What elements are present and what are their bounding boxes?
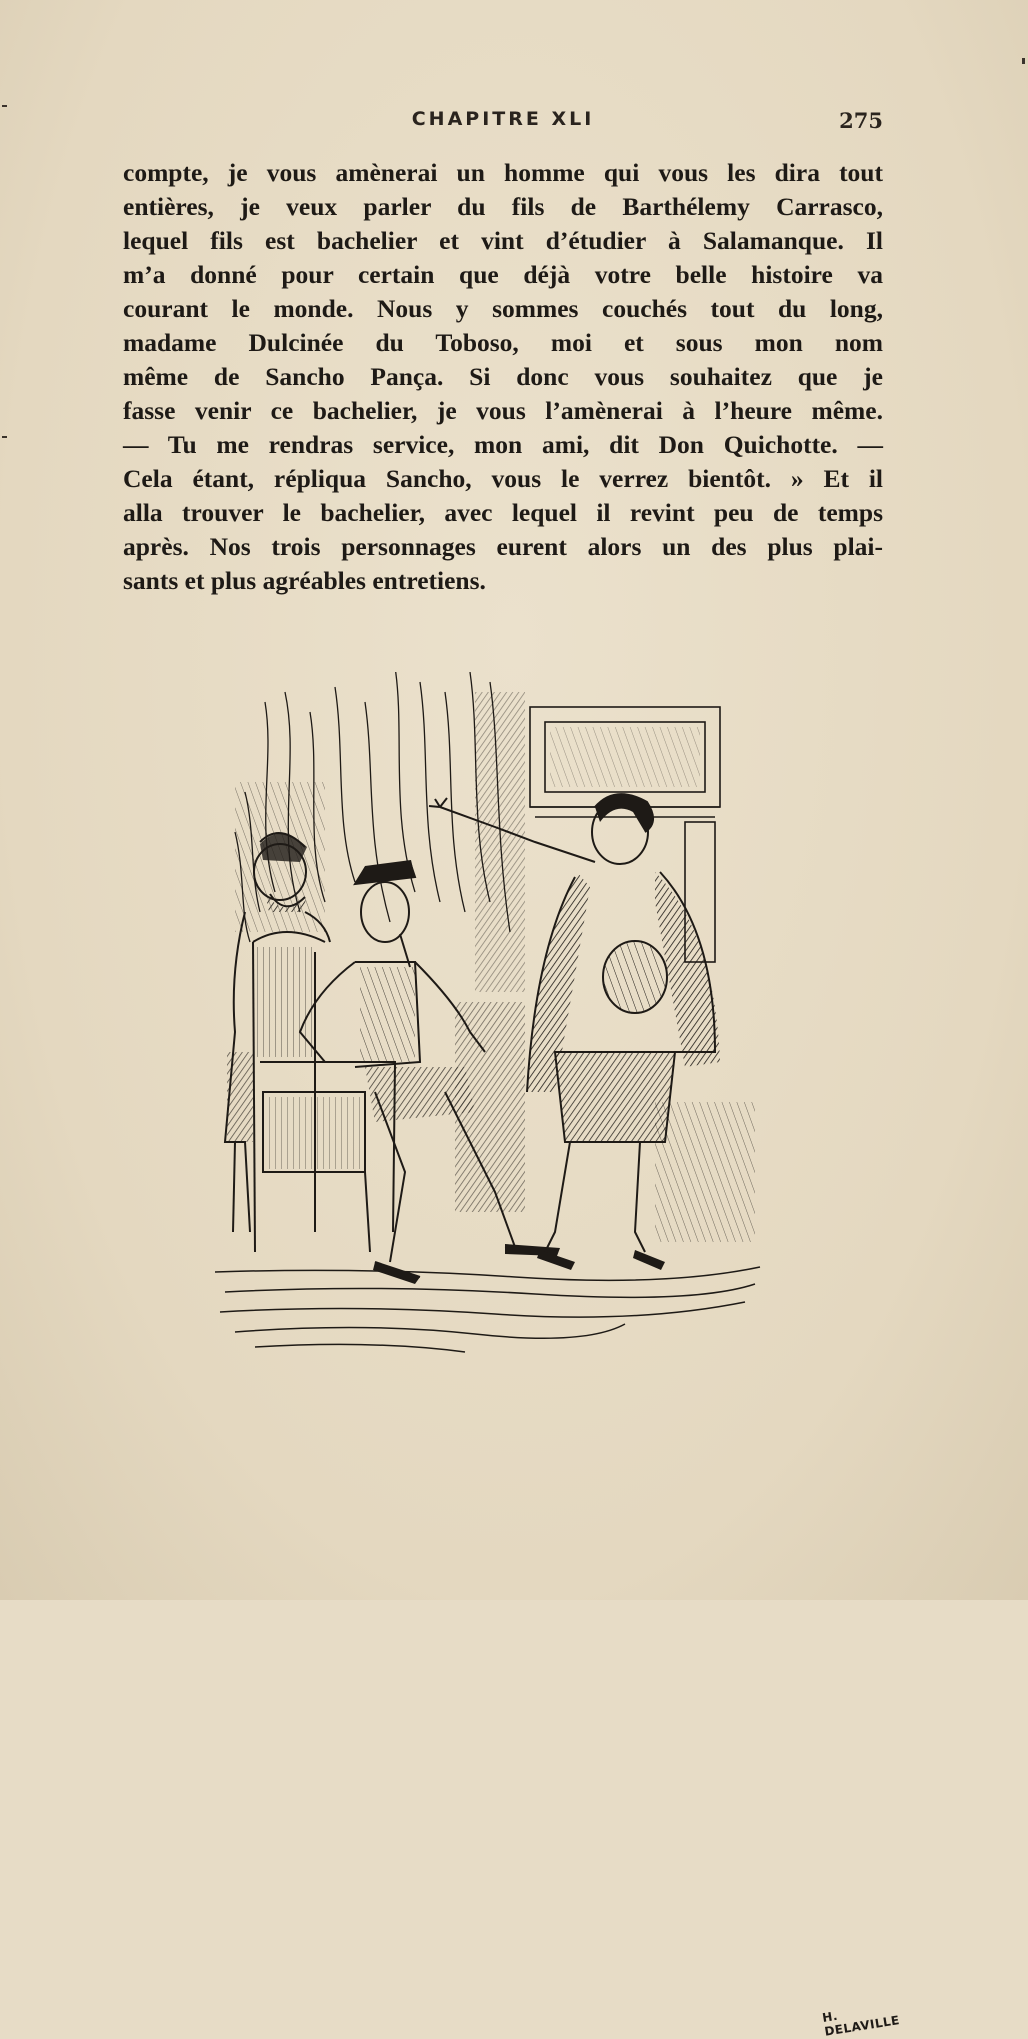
text-line: compte, je vous amènerai un homme qui vous les dira tout [123,158,883,187]
margin-mark [1022,58,1025,64]
text-line: — Tu me rendras service, mon ami, dit Don Quichotte. — [123,430,883,459]
floor-lines [215,1267,760,1352]
margin-mark [2,436,7,438]
margin-mark [2,105,7,107]
body-text [123,156,883,598]
text-line: lequel fils est bachelier et vint d’étudier à Salamanque. Il [123,226,883,255]
text-line: courant le monde. Nous y sommes couchés tout du long, [123,294,883,323]
running-head: CHAPITRE XLI [411,108,595,130]
illustrator-signature: H. DELAVILLE [821,2008,901,2039]
text-line: madame Dulcinée du Toboso, moi et sous mon nom [123,328,883,357]
text-line: fasse venir ce bachelier, je vous l’amènerai à l’heure même. [123,396,883,425]
text-line: après. Nos trois personnages eurent alors un des plus plai- [123,532,883,561]
text-line: alla trouver le bachelier, avec lequel il revint peu de temps [123,498,883,527]
text-line: sants et plus agréables entretiens. [123,566,486,595]
engraving-illustration [215,672,901,2039]
text-line: entières, je veux parler du fils de Barthélemy Carrasco, [123,192,883,221]
text-line: m’a donné pour certain que déjà votre belle histoire va [123,260,883,289]
text-line: même de Sancho Pança. Si donc vous souhaitez que je [123,362,883,391]
engraving-drawing [215,672,775,1382]
text-line: Cela étant, répliqua Sancho, vous le verrez bientôt. » Et il [123,464,883,493]
page-number: 275 [839,108,883,133]
page-header [123,108,883,140]
